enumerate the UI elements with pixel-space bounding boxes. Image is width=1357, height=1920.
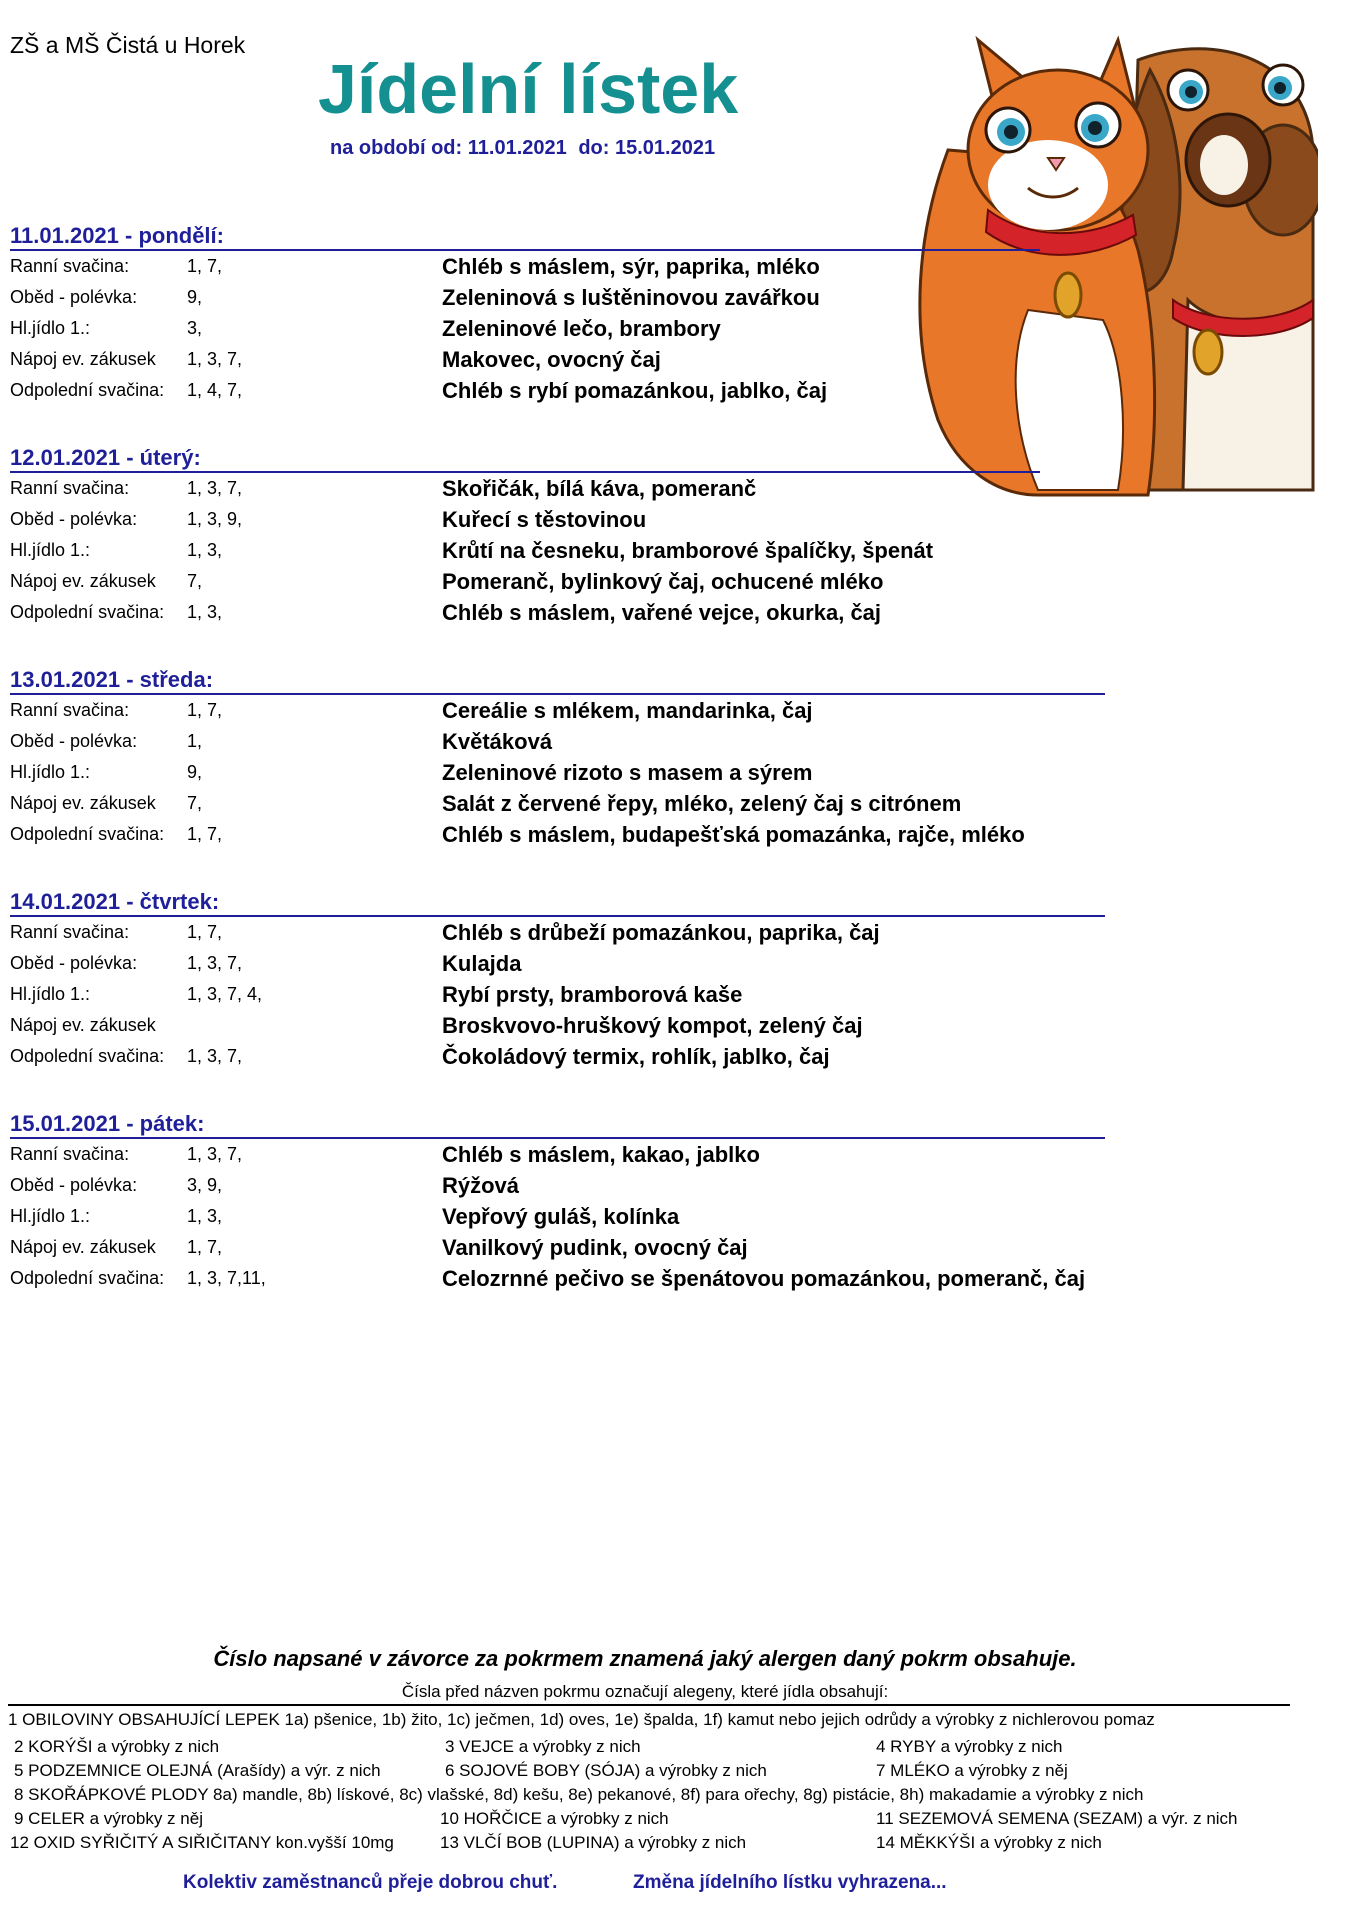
meal-label: Ranní svačina: (10, 256, 130, 276)
meal-label: Oběd - polévka: (10, 1175, 138, 1195)
meal-allergens: 1, 3, 7, (187, 953, 243, 973)
meal-row (10, 346, 1120, 377)
allergen-8: 8 SKOŘÁPKOVÉ PLODY 8a) mandle, 8b) lískové, 8c) vlašské, 8d) kešu, 8e) pekanové, 8f) para ořechy, 8g) pistácie, 8h) makadamie a výrobky z nich (14, 1785, 1144, 1804)
meal-allergens: 3, (187, 318, 203, 338)
day-heading (10, 665, 1120, 697)
footer-wish: Kolektiv zaměstnanců přeje dobrou chuť. (183, 1872, 558, 1893)
day-heading-text: 15.01.2021 - pátek: (10, 1111, 205, 1136)
meal-allergens: 1, 3, 9, (187, 509, 243, 529)
meal-row (10, 599, 1120, 630)
footer-disclaimer: Změna jídelního lístku vyhrazena... (633, 1872, 947, 1893)
meal-label: Hl.jídlo 1.: (10, 762, 91, 782)
period-range (330, 137, 721, 160)
day-underline (10, 693, 1105, 695)
allergen-2: 2 KORÝŠI a výrobky z nich (14, 1737, 220, 1756)
meal-allergens: 1, 3, 7, 4, (187, 984, 263, 1004)
meal-label: Ranní svačina: (10, 478, 130, 498)
day-block-monday (10, 221, 1120, 408)
meal-row (10, 821, 1120, 852)
meal-allergens: 1, 7, (187, 1237, 223, 1257)
meal-allergens: 1, 3, (187, 540, 223, 560)
meal-row (10, 1012, 1120, 1043)
meal-dish: Chléb s máslem, vařené vejce, okurka, čaj (442, 600, 882, 625)
meal-allergens: 1, 3, (187, 602, 223, 622)
meal-row (10, 253, 1120, 284)
day-block-friday (10, 1109, 1120, 1296)
day-heading (10, 443, 1120, 475)
meal-label: Oběd - polévka: (10, 287, 138, 307)
allergen-14: 14 MĚKKÝŠI a výrobky z nich (876, 1833, 1102, 1852)
meal-label: Ranní svačina: (10, 922, 130, 942)
meal-dish: Salát z červené řepy, mléko, zelený čaj s citrónem (442, 791, 962, 816)
day-heading (10, 887, 1120, 919)
meal-row (10, 728, 1120, 759)
meal-allergens: 1, (187, 731, 203, 751)
meal-row (10, 1265, 1120, 1296)
meal-label: Hl.jídlo 1.: (10, 984, 91, 1004)
meal-row (10, 506, 1120, 537)
day-heading-text: 11.01.2021 - pondělí: (10, 223, 224, 248)
meal-label: Nápoj ev. zákusek (10, 1015, 156, 1035)
page-title: Jídelní lístek (318, 50, 739, 128)
meal-dish: Čokoládový termix, rohlík, jablko, čaj (442, 1044, 830, 1069)
meal-dish: Cereálie s mlékem, mandarinka, čaj (442, 698, 813, 723)
day-block-tuesday (10, 443, 1120, 630)
allergen-3: 3 VEJCE a výrobky z nich (445, 1737, 641, 1756)
meal-row (10, 1172, 1120, 1203)
meal-dish: Vepřový guláš, kolínka (442, 1204, 680, 1229)
meal-label: Oběd - polévka: (10, 509, 138, 529)
allergen-7: 7 MLÉKO a výrobky z něj (876, 1761, 1068, 1780)
meal-allergens: 1, 7, (187, 824, 223, 844)
meal-allergens: 3, 9, (187, 1175, 223, 1195)
allergen-1: 1 OBILOVINY OBSAHUJÍCÍ LEPEK 1a) pšenice, 1b) žito, 1c) ječmen, 1d) oves, 1e) špalda, 1f) kamut nebo jejich odrůdy a výrobky z nichlerovou pomaz (8, 1710, 1155, 1729)
legend-divider (8, 1704, 1290, 1706)
meal-row (10, 1234, 1120, 1265)
meal-allergens: 9, (187, 762, 203, 782)
meal-label: Nápoj ev. zákusek (10, 571, 156, 591)
meal-row (10, 981, 1120, 1012)
day-block-wednesday (10, 665, 1120, 852)
meal-row (10, 790, 1120, 821)
allergen-11: 11 SEZEMOVÁ SEMENA (SEZAM) a výr. z nich (876, 1809, 1238, 1828)
meal-allergens: 1, 7, (187, 922, 223, 942)
meal-allergens: 1, 3, 7, (187, 1144, 243, 1164)
meal-dish: Chléb s máslem, kakao, jablko (442, 1142, 760, 1167)
meal-label: Ranní svačina: (10, 1144, 130, 1164)
day-heading (10, 221, 1120, 253)
allergen-subnote: Čísla před názven pokrmu označují alegeny, které jídla obsahují: (401, 1682, 889, 1701)
meal-dish: Chléb s máslem, sýr, paprika, mléko (442, 254, 820, 279)
meal-dish: Chléb s rybí pomazánkou, jablko, čaj (442, 378, 828, 403)
period-to: do: 15.01.2021 (578, 137, 716, 159)
meal-dish: Rýžová (442, 1173, 520, 1198)
meal-dish: Zeleninová s luštěninovou zavářkou (442, 285, 820, 310)
meal-dish: Broskvovo-hruškový kompot, zelený čaj (442, 1013, 863, 1038)
meal-row (10, 950, 1120, 981)
meal-label: Odpolední svačina: (10, 380, 165, 400)
meal-row (10, 568, 1120, 599)
meal-row (10, 315, 1120, 346)
allergen-6: 6 SOJOVÉ BOBY (SÓJA) a výrobky z nich (445, 1761, 767, 1780)
day-underline (10, 915, 1105, 917)
allergen-note: Číslo napsané v závorce za pokrmem znamená jaký alergen daný pokrm obsahuje. (213, 1646, 1077, 1671)
meal-allergens: 1, 3, 7,11, (187, 1268, 266, 1288)
meal-row (10, 919, 1120, 950)
allergen-12: 12 OXID SYŘIČITÝ A SIŘIČITANY kon.vyšší 10mg (10, 1833, 394, 1852)
meal-row (10, 1043, 1120, 1074)
period-from: na období od: 11.01.2021 (330, 137, 567, 159)
meal-allergens: 7, (187, 793, 203, 813)
meal-label: Nápoj ev. zákusek (10, 1237, 156, 1257)
meal-dish: Rybí prsty, bramborová kaše (442, 982, 743, 1007)
meal-row (10, 537, 1120, 568)
meal-label: Hl.jídlo 1.: (10, 540, 91, 560)
day-underline (10, 471, 1040, 473)
meal-label: Odpolední svačina: (10, 602, 165, 622)
meal-row (10, 697, 1120, 728)
meal-dish: Květáková (442, 729, 553, 754)
allergen-5: 5 PODZEMNICE OLEJNÁ (Arašídy) a výr. z nich (14, 1761, 381, 1780)
school-name: ZŠ a MŠ Čistá u Horek (10, 32, 246, 58)
meal-allergens: 1, 3, 7, (187, 349, 243, 369)
meal-dish: Krůtí na česneku, bramborové špalíčky, špenát (442, 538, 934, 563)
meal-dish: Kuřecí s těstovinou (442, 507, 647, 532)
meal-label: Ranní svačina: (10, 700, 130, 720)
meal-label: Hl.jídlo 1.: (10, 1206, 91, 1226)
meal-allergens: 7, (187, 571, 203, 591)
meal-label: Oběd - polévka: (10, 953, 138, 973)
meal-allergens: 1, 7, (187, 256, 223, 276)
meal-allergens: 1, 4, 7, (187, 380, 243, 400)
meal-row (10, 1203, 1120, 1234)
meal-dish: Zeleninové lečo, brambory (442, 316, 721, 341)
meal-label: Nápoj ev. zákusek (10, 349, 156, 369)
meal-dish: Skořičák, bílá káva, pomeranč (442, 476, 757, 501)
meal-label: Hl.jídlo 1.: (10, 318, 91, 338)
meal-allergens: 1, 3, 7, (187, 478, 243, 498)
meal-row (10, 377, 1120, 408)
meal-dish: Zeleninové rizoto s masem a sýrem (442, 760, 813, 785)
meal-row (10, 475, 1120, 506)
meal-dish: Celozrnné pečivo se špenátovou pomazánkou, pomeranč, čaj (442, 1266, 1086, 1291)
meal-dish: Makovec, ovocný čaj (442, 347, 661, 372)
meal-dish: Chléb s máslem, budapešťská pomazánka, rajče, mléko (442, 822, 1025, 847)
meal-allergens: 9, (187, 287, 203, 307)
meal-allergens: 1, 7, (187, 700, 223, 720)
meal-label: Odpolední svačina: (10, 1268, 165, 1288)
meal-label: Odpolední svačina: (10, 1046, 165, 1066)
meal-label: Odpolední svačina: (10, 824, 165, 844)
day-underline (10, 1137, 1105, 1139)
day-heading-text: 14.01.2021 - čtvrtek: (10, 889, 220, 914)
meal-dish: Chléb s drůbeží pomazánkou, paprika, čaj (442, 920, 880, 945)
meal-row (10, 759, 1120, 790)
allergen-10: 10 HOŘČICE a výrobky z nich (440, 1809, 669, 1828)
meal-label: Oběd - polévka: (10, 731, 138, 751)
day-block-thursday (10, 887, 1120, 1074)
meal-dish: Pomeranč, bylinkový čaj, ochucené mléko (442, 569, 884, 594)
allergen-9: 9 CELER a výrobky z něj (14, 1809, 203, 1828)
day-underline (10, 249, 1040, 251)
day-heading-text: 13.01.2021 - středa: (10, 667, 214, 692)
meal-row (10, 1141, 1120, 1172)
meal-row (10, 284, 1120, 315)
allergen-4: 4 RYBY a výrobky z nich (876, 1737, 1063, 1756)
allergen-13: 13 VLČÍ BOB (LUPINA) a výrobky z nich (440, 1833, 747, 1852)
meal-allergens: 1, 3, 7, (187, 1046, 243, 1066)
meal-dish: Vanilkový pudink, ovocný čaj (442, 1235, 748, 1260)
meal-label: Nápoj ev. zákusek (10, 793, 156, 813)
meal-dish: Kulajda (442, 951, 522, 976)
day-heading-text: 12.01.2021 - úterý: (10, 445, 201, 470)
day-heading (10, 1109, 1120, 1141)
meal-allergens: 1, 3, (187, 1206, 223, 1226)
